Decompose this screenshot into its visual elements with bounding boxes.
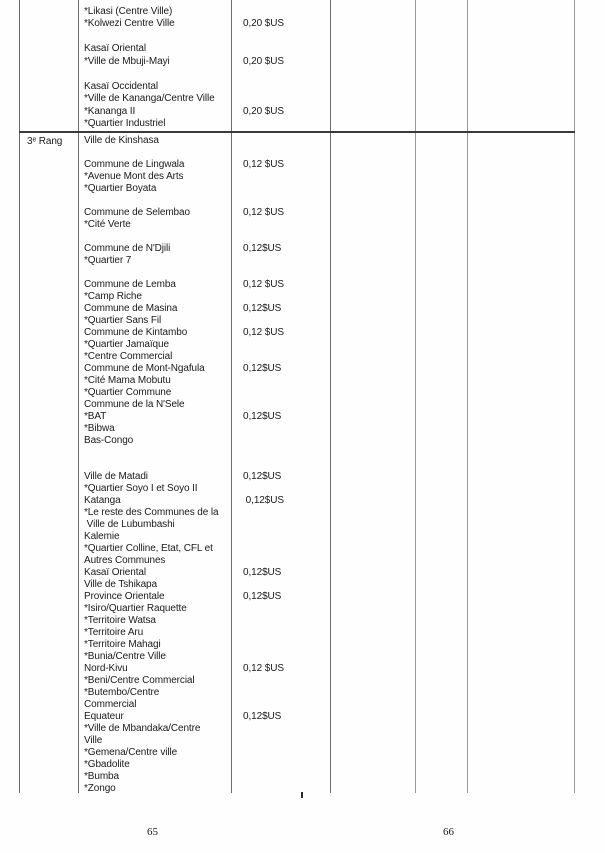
location-cell: Commune de Lingwala (84, 158, 185, 170)
location-cell: *Bumba (84, 770, 119, 782)
table-row (19, 518, 575, 530)
table-row (19, 758, 575, 770)
section-2e-rang-tail (19, 5, 575, 130)
table-row (19, 638, 575, 650)
table-row (19, 398, 575, 410)
price-cell: 0,12 $US (243, 662, 284, 674)
table-row (19, 542, 575, 554)
table-row (19, 554, 575, 566)
location-cell: Ville (84, 734, 103, 746)
price-cell: 0,20 $US (243, 105, 284, 117)
tariff-table (19, 0, 575, 793)
location-cell: *Territoire Aru (84, 626, 144, 638)
location-cell: *Territoire Watsa (84, 614, 156, 626)
location-cell: *Quartier Sans Fil (84, 314, 162, 326)
table-row (19, 194, 575, 206)
location-cell: Commune de Kintambo (84, 326, 188, 338)
table-row (19, 722, 575, 734)
location-cell: *Ville de Mbuji-Mayi (84, 55, 170, 67)
price-cell: 0,12$US (243, 362, 282, 374)
table-row (19, 254, 575, 266)
location-cell: *Gbadolite (84, 758, 130, 770)
table-row (19, 43, 575, 56)
location-cell: *Cité Verte (84, 218, 131, 230)
location-cell: Ville de Kinshasa (84, 134, 159, 146)
table-row (19, 118, 575, 131)
table-row (19, 578, 575, 590)
rank-cell: 3ᵉ Rang (27, 136, 63, 147)
table-row (19, 770, 575, 782)
table-row (19, 782, 575, 793)
location-cell: *Isiro/Quartier Raquette (84, 602, 187, 614)
location-cell: Commune de Mont-Ngafula (84, 362, 205, 374)
table-row (19, 302, 575, 314)
table-row (19, 422, 575, 434)
price-cell: 0,12$US (243, 242, 282, 254)
row-divider-3e-rang (19, 131, 575, 133)
location-cell: Province Orientale (84, 590, 165, 602)
location-cell: *Le reste des Communes de la (84, 506, 219, 518)
price-cell: 0,12 $US (243, 326, 284, 338)
table-row (19, 218, 575, 230)
price-cell: 0,12$US (243, 710, 282, 722)
table-row (19, 146, 575, 158)
table-row (19, 470, 575, 482)
table-row (19, 410, 575, 422)
location-cell: Ville de Tshikapa (84, 578, 157, 590)
price-cell: 0,12 $US (243, 158, 284, 170)
location-cell: *Kananga II (84, 105, 136, 117)
table-row (19, 674, 575, 686)
location-cell: *Quartier Boyata (84, 182, 157, 194)
location-cell: Autres Communes (84, 554, 166, 566)
table-row (19, 30, 575, 43)
table-row (19, 170, 575, 182)
table-row (19, 662, 575, 674)
location-cell: *Butembo/Centre (84, 686, 160, 698)
location-cell: *Likasi (Centre Ville) (84, 5, 173, 17)
table-row (19, 134, 575, 146)
price-cell: 0,12 $US (243, 278, 284, 290)
scan-artifact-mark (301, 792, 303, 798)
price-cell: 0,20 $US (243, 55, 284, 67)
table-row (19, 686, 575, 698)
table-row (19, 614, 575, 626)
location-cell: Katanga (84, 494, 121, 506)
location-cell: Nord-Kivu (84, 662, 128, 674)
table-row (19, 446, 575, 458)
location-cell: *Gemena/Centre ville (84, 746, 178, 758)
location-cell: Commercial (84, 698, 137, 710)
location-cell: *Camp Riche (84, 290, 142, 302)
location-cell: *BAT (84, 410, 107, 422)
location-cell: *Quartier Industriel (84, 118, 166, 130)
location-cell: *Zongo (84, 782, 116, 793)
table-row (19, 566, 575, 578)
price-cell: 0,20 $US (243, 18, 284, 30)
table-row (19, 734, 575, 746)
table-row (19, 530, 575, 542)
table-row (19, 626, 575, 638)
location-cell: *Quartier 7 (84, 254, 132, 266)
table-row (19, 710, 575, 722)
price-cell: 0,12$US (243, 470, 282, 482)
location-cell: Kasaï Oriental (84, 43, 146, 55)
location-cell: Kasaï Oriental (84, 566, 146, 578)
table-row (19, 590, 575, 602)
location-cell: Commune de Lemba (84, 278, 176, 290)
location-cell: Commune de Selembao (84, 206, 190, 218)
table-row (19, 242, 575, 254)
table-row (19, 80, 575, 93)
location-cell: Commune de N'Djili (84, 242, 171, 254)
table-row (19, 314, 575, 326)
price-cell: 0,12$US (243, 566, 282, 578)
table-row (19, 278, 575, 290)
location-cell: *Cité Mama Mobutu (84, 374, 171, 386)
table-row (19, 650, 575, 662)
table-row (19, 494, 575, 506)
location-cell: *Avenue Mont des Arts (84, 170, 184, 182)
table-row (19, 182, 575, 194)
table-row (19, 68, 575, 81)
table-row (19, 386, 575, 398)
table-row (19, 506, 575, 518)
table-row (19, 230, 575, 242)
table-row (19, 362, 575, 374)
table-row (19, 374, 575, 386)
location-cell: Bas-Congo (84, 434, 134, 446)
location-cell: *Bibwa (84, 422, 115, 434)
table-row (19, 602, 575, 614)
location-cell: Ville de Matadi (84, 470, 148, 482)
table-row (19, 18, 575, 31)
table-row (19, 5, 575, 18)
table-row (19, 482, 575, 494)
location-cell: Kasaï Occidental (84, 80, 158, 92)
price-cell: 0,12$US (243, 494, 284, 506)
page-number-right: 66 (443, 826, 454, 838)
table-row (19, 350, 575, 362)
price-cell: 0,12$US (243, 590, 282, 602)
location-cell: Commune de Masina (84, 302, 178, 314)
location-cell: *Ville de Kananga/Centre Ville (84, 93, 215, 105)
location-cell: *Quartier Soyo I et Soyo II (84, 482, 198, 494)
price-cell: 0,12 $US (243, 206, 284, 218)
location-cell: *Quartier Commune (84, 386, 172, 398)
location-cell: *Kolwezi Centre Ville (84, 18, 175, 30)
section-3e-rang (19, 134, 575, 793)
table-row (19, 290, 575, 302)
location-cell: *Centre Commercial (84, 350, 173, 362)
table-row (19, 698, 575, 710)
table-row (19, 338, 575, 350)
table-row (19, 434, 575, 446)
page-number-left: 65 (147, 826, 158, 838)
location-cell: *Beni/Centre Commercial (84, 674, 195, 686)
table-row (19, 746, 575, 758)
table-row (19, 266, 575, 278)
table-row (19, 105, 575, 118)
location-cell: *Bunia/Centre Ville (84, 650, 166, 662)
location-cell: *Ville de Mbandaka/Centre (84, 722, 201, 734)
price-cell: 0,12$US (243, 302, 282, 314)
location-cell: Equateur (84, 710, 124, 722)
table-row (19, 206, 575, 218)
location-cell: *Territoire Mahagi (84, 638, 161, 650)
table-row (19, 458, 575, 470)
location-cell: *Quartier Jamaïque (84, 338, 169, 350)
table-row (19, 158, 575, 170)
location-cell: Commune de la N'Sele (84, 398, 185, 410)
table-row (19, 326, 575, 338)
price-cell: 0,12$US (243, 410, 282, 422)
table-row (19, 55, 575, 68)
location-cell: Ville de Lubumbashi (84, 518, 175, 530)
location-cell: *Quartier Colline, Etat, CFL et (84, 542, 213, 554)
location-cell: Kalemie (84, 530, 120, 542)
table-row (19, 93, 575, 106)
